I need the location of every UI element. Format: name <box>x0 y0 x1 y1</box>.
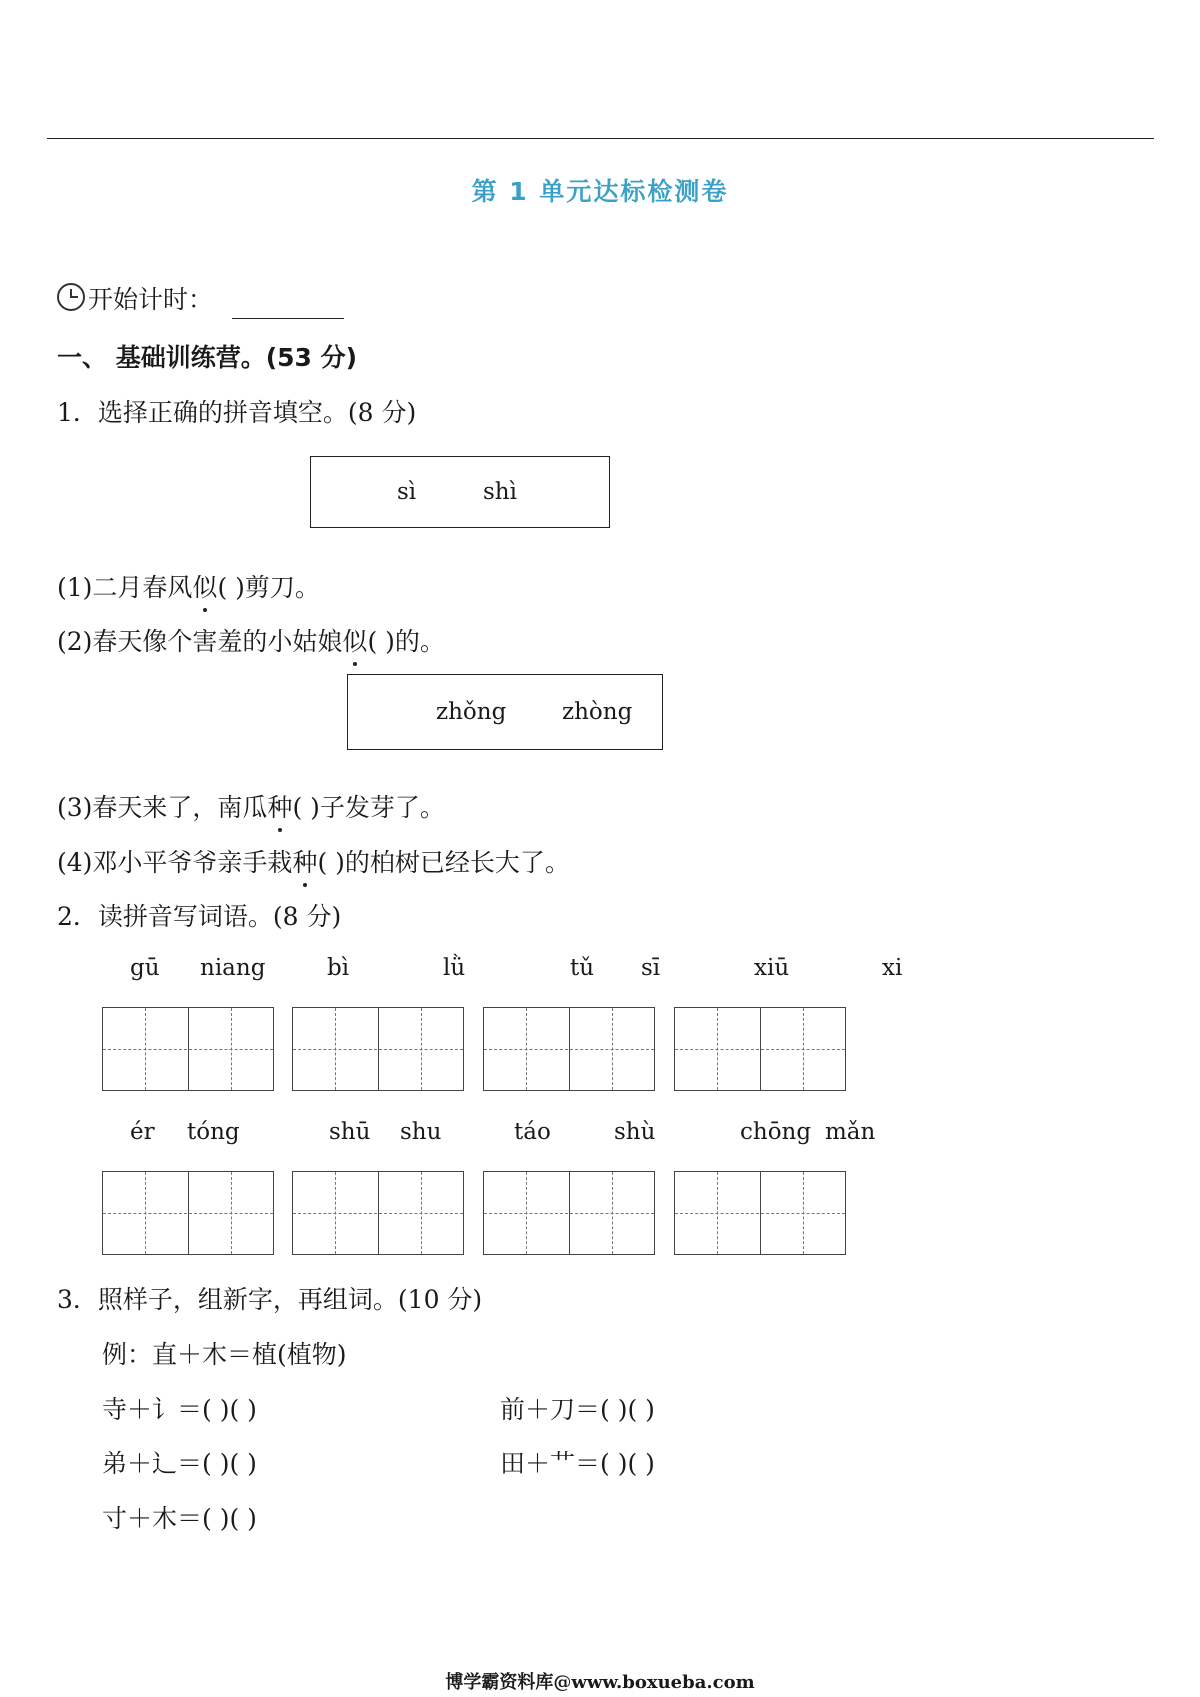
pinyin-option: zhòng <box>562 699 633 725</box>
writing-grid[interactable] <box>483 1171 655 1255</box>
q1-item-1: (1)二月春风似( )剪刀。 <box>57 568 320 604</box>
pinyin-option: sì <box>397 479 417 505</box>
q3-item: 寺＋讠＝( )( ) <box>102 1395 257 1424</box>
pinyin-syllable: lǜ <box>443 955 466 981</box>
section-heading: 一、 基础训练营。(53 分) <box>57 343 358 372</box>
q3-item: 弟＋辶＝( )( ) <box>102 1449 257 1478</box>
page-title: 第 1 单元达标检测卷 <box>471 177 729 206</box>
pinyin-syllable: gū <box>130 955 160 981</box>
header-rule <box>47 138 1154 139</box>
pinyin-syllable: xiū <box>754 955 790 981</box>
q3-example: 例：直＋木＝植(植物) <box>102 1340 347 1369</box>
q1-item-3: (3)春天来了，南瓜种( )子发芽了。 <box>57 788 445 824</box>
q2-heading: 2．读拼音写词语。(8 分) <box>57 902 342 931</box>
q3-heading: 3．照样子，组新字，再组词。(10 分) <box>57 1285 483 1314</box>
pinyin-option: shì <box>483 479 517 505</box>
pinyin-syllable: shu <box>400 1119 442 1145</box>
pinyin-option: zhǒng <box>436 699 507 725</box>
q1-heading: 1．选择正确的拼音填空。(8 分) <box>57 398 417 427</box>
pinyin-choice-box-1 <box>310 456 610 528</box>
pinyin-syllable: chōng <box>740 1119 812 1145</box>
writing-grid[interactable] <box>483 1007 655 1091</box>
pinyin-syllable: bì <box>327 955 350 981</box>
q1-item-2: (2)春天像个害羞的小姑娘似( )的。 <box>57 622 445 658</box>
pinyin-syllable: shū <box>329 1119 371 1145</box>
pinyin-syllable: shù <box>614 1119 656 1145</box>
writing-grid[interactable] <box>292 1007 464 1091</box>
q3-item: 前＋刀＝( )( ) <box>500 1395 655 1424</box>
pinyin-syllable: ér <box>130 1119 155 1145</box>
pinyin-choice-box-2 <box>347 674 663 750</box>
pinyin-syllable: táo <box>514 1119 551 1145</box>
footer-watermark: 博学霸资料库@www.boxueba.com <box>445 1672 755 1693</box>
q3-item: 寸＋木＝( )( ) <box>102 1504 257 1533</box>
writing-grid[interactable] <box>674 1171 846 1255</box>
writing-grid[interactable] <box>292 1171 464 1255</box>
q3-item: 田＋艹＝( )( ) <box>500 1449 655 1478</box>
q1-item-4: (4)邓小平爷爷亲手栽种( )的柏树已经长大了。 <box>57 843 570 879</box>
writing-grid[interactable] <box>674 1007 846 1091</box>
dotted-char: 似 <box>342 622 367 658</box>
writing-grid[interactable] <box>102 1171 274 1255</box>
timer-label: 开始计时： <box>88 285 214 314</box>
dotted-char: 种 <box>292 843 317 879</box>
timer-blank[interactable] <box>232 318 344 319</box>
writing-grid[interactable] <box>102 1007 274 1091</box>
pinyin-syllable: mǎn <box>825 1119 876 1145</box>
pinyin-syllable: niang <box>200 955 266 981</box>
pinyin-syllable: sī <box>641 955 661 981</box>
dotted-char: 似 <box>192 568 217 604</box>
clock-icon <box>57 283 85 311</box>
dotted-char: 种 <box>267 788 292 824</box>
pinyin-syllable: tóng <box>187 1119 240 1145</box>
pinyin-syllable: xi <box>882 955 903 981</box>
pinyin-syllable: tǔ <box>570 955 595 981</box>
